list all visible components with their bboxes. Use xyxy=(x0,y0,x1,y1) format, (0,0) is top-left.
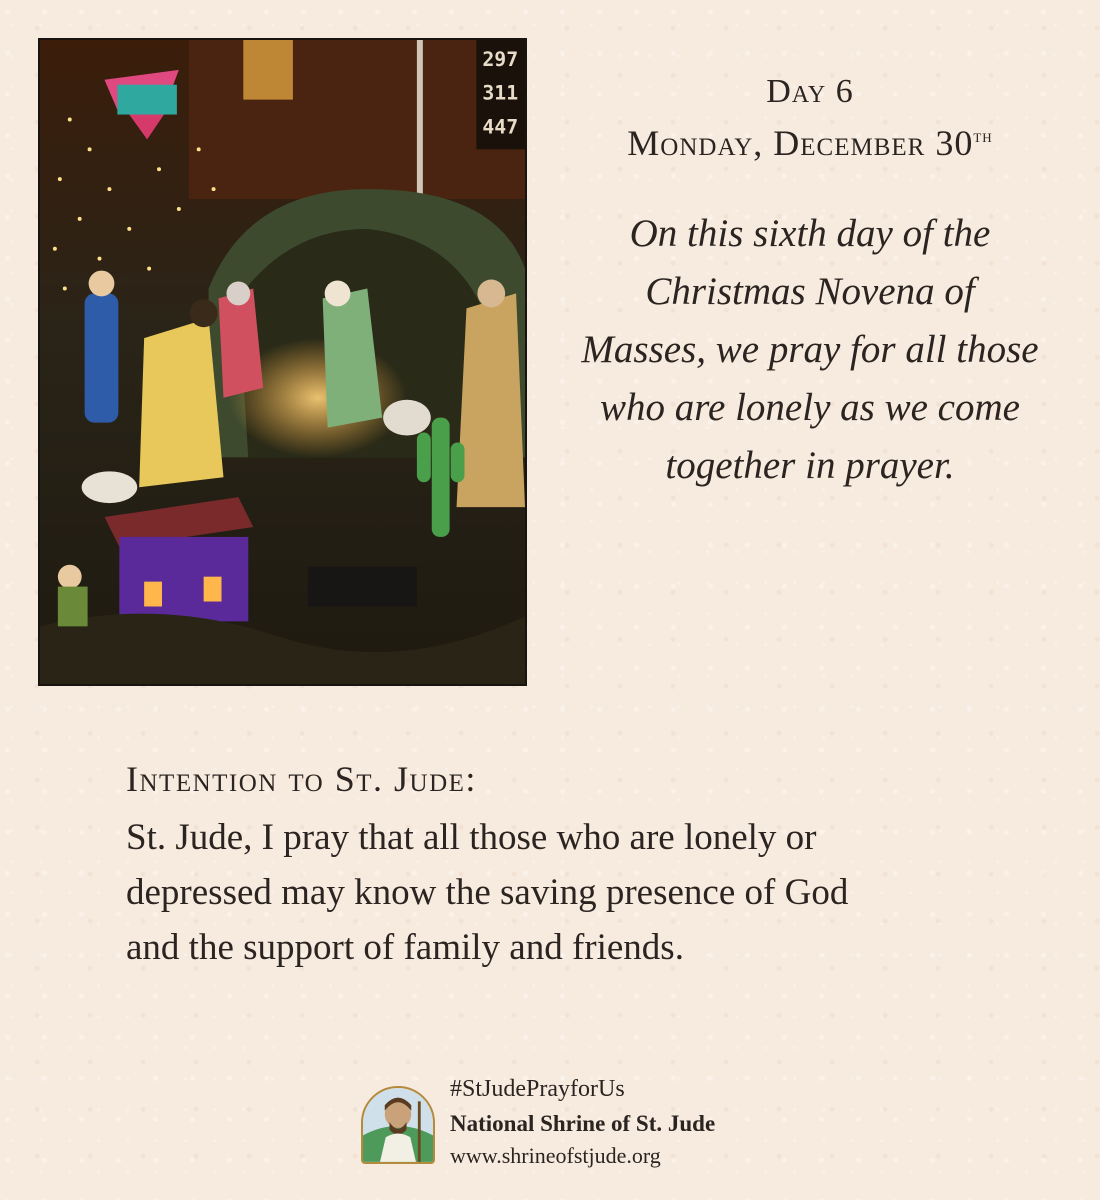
prayer-text xyxy=(550,205,1070,495)
st-jude-logo xyxy=(361,1086,435,1164)
website-link[interactable]: www.shrineofstjude.org xyxy=(450,1143,661,1168)
prayer-line: who are lonely as we come xyxy=(600,386,1020,429)
day-heading: Day 6 xyxy=(766,73,854,110)
intention-title: Intention to St. Jude: xyxy=(126,759,477,799)
intention-line: St. Jude, I pray that all those who are lonely or xyxy=(126,817,817,858)
sign-number-2: 311 xyxy=(482,81,519,105)
prayer-line: On this sixth day of the xyxy=(629,212,991,255)
date-heading xyxy=(540,122,1080,164)
shrine-name: National Shrine of St. Jude xyxy=(450,1111,716,1136)
prayer-line: Masses, we pray for all those xyxy=(581,328,1039,371)
intention-line: depressed may know the saving presence of God xyxy=(126,872,849,913)
intention-text xyxy=(126,810,1006,975)
prayer-line: Christmas Novena of xyxy=(645,270,975,313)
date-text: Monday, December 30 xyxy=(627,123,974,163)
sign-number-3: 447 xyxy=(482,115,519,139)
intention-line: and the support of family and friends. xyxy=(126,927,684,968)
nativity-scene-photo xyxy=(38,38,527,686)
sign-number-1: 297 xyxy=(482,47,519,71)
nativity-scene-image xyxy=(40,40,525,684)
hashtag: #StJudePrayforUs xyxy=(450,1076,625,1102)
prayer-line: together in prayer. xyxy=(665,444,955,487)
date-suffix: th xyxy=(973,126,993,146)
st-jude-portrait-icon xyxy=(363,1088,433,1162)
